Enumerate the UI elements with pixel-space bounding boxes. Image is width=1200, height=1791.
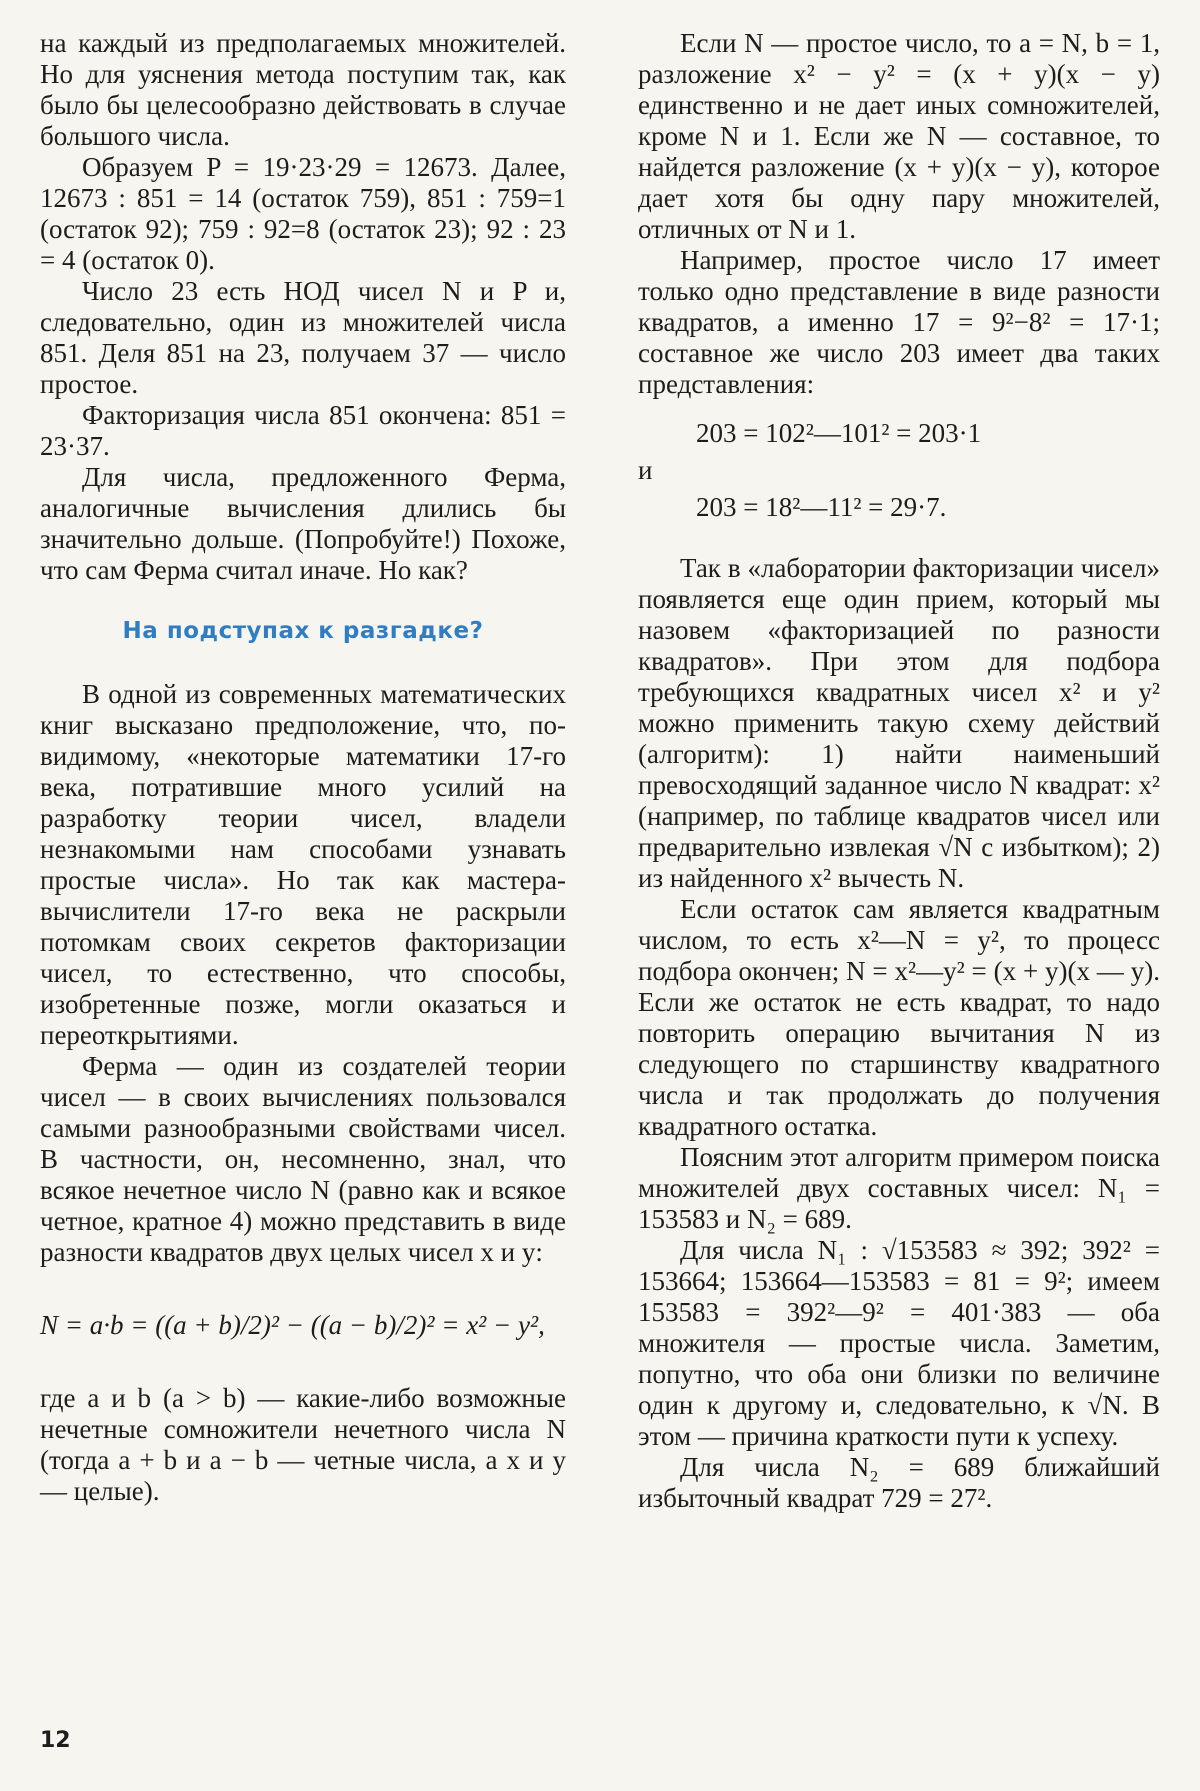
left-paragraph-8: где a и b (a > b) — какие-либо возможные нечетные сомножители нечетного числа N (тогда a + b и a − b — четные числа, а x и y — целые). — [40, 1383, 566, 1506]
right-paragraph-7: Для числа N₂ = 689 ближайший избыточный квадрат 729 = 27². — [638, 1452, 1160, 1513]
right-paragraph-5: Поясним этот алгоритм примером поиска множителей двух составных чисел: N₁ = 153583 и N₂ = 689. — [638, 1142, 1160, 1234]
right-paragraph-4: Если остаток сам является квадратным числом, то есть x²—N = y², то процесс подбора окончен; N = x²—y² = (x + y)(x — y). Если же остаток не есть квадрат, то надо повторить операцию вычитания N из следующего по старшинству квадратного числа и так продолжать до получения квадратного остатка. — [638, 894, 1160, 1141]
equation-203-first: 203 = 102²—101² = 203·1 — [696, 418, 982, 448]
right-paragraph-2: Например, простое число 17 имеет только одно представление в виде разности квадратов, а именно 17 = 9²−8² = 17·1; составное же число 203 имеет два таких представления: — [638, 245, 1160, 399]
right-paragraph-1: Если N — простое число, то a = N, b = 1, разложение x² − y² = (x + y)(x − y) единственно и не дает иных сомножителей, кроме N и 1. Если же N — составное, то найдется разложение (x + y)(x − y), которое дает хотя бы одну пару множителей, отличных от N и 1. — [638, 28, 1160, 244]
page-number: 12 — [40, 1728, 71, 1753]
right-paragraph-3: Так в «лаборатории факторизации чисел» появляется еще один прием, который мы назовем «факторизацией по разности квадратов». При этом для подбора требующихся квадратных чисел x² и y² можно применить такую схему действий (алгоритм): 1) найти наименьший превосходящий заданное число N квадрат: x² (например, по таблице квадратов чисел или предварительно извлекая √N с избытком); 2) из найденного x² вычесть N. — [638, 553, 1160, 893]
conjunction-and: и — [638, 455, 653, 485]
left-column — [40, 28, 566, 1507]
difference-of-squares-formula: N = a·b = ((a + b)/2)² − ((a − b)/2)² = x² − y², — [40, 1310, 545, 1340]
equation-203-second: 203 = 18²—11² = 29·7. — [696, 492, 947, 522]
left-paragraph-1: на каждый из предполагаемых множителей. Но для уяснения метода поступим так, как было бы целесообразно действовать в случае большого числа. — [40, 28, 566, 151]
left-paragraph-6: В одной из современных математических книг высказано предположение, что, по-видимому, «некоторые математики 17-го века, потратившие много усилий на разработку теории чисел, владели незнакомыми нам способами узнавать простые числа». Но так как мастера-вычислители 17-го века не раскрыли потомкам своих секретов факторизации чисел, то естественно, что способы, изобретенные позже, могли оказаться и переоткрытиями. — [40, 679, 566, 1050]
left-paragraph-2: Образуем P = 19·23·29 = 12673. Далее, 12673 : 851 = 14 (остаток 759), 851 : 759=1 (остаток 92); 759 : 92=8 (остаток 23); 92 : 23 = 4 (остаток 0). — [40, 152, 566, 275]
left-paragraph-5: Для числа, предложенного Ферма, аналогичные вычисления длились бы значительно дольше. (Попробуйте!) Похоже, что сам Ферма считал иначе. Но как? — [40, 462, 566, 585]
right-column — [638, 28, 1160, 1514]
right-paragraph-6: Для числа N₁ : √153583 ≈ 392; 392² = 153664; 153664—153583 = 81 = 9²; имеем 153583 = 392²—9² = 401·383 — оба множителя — простые числа. Заметим, попутно, что оба они близки по величине один к другому и, следовательно, к √N. В этом — причина краткости пути к успеху. — [638, 1235, 1160, 1451]
section-heading: На подступах к разгадке? — [122, 618, 484, 644]
left-paragraph-7: Ферма — один из создателей теории чисел — в своих вычислениях пользовался самыми разнообразными свойствами чисел. В частности, он, несомненно, знал, что всякое нечетное число N (равно как и всякое четное, кратное 4) можно представить в виде разности квадратов двух целых чисел x и y: — [40, 1051, 566, 1267]
left-paragraph-3: Число 23 есть НОД чисел N и P и, следовательно, один из множителей числа 851. Деля 851 на 23, получаем 37 — число простое. — [40, 276, 566, 399]
left-paragraph-4: Факторизация числа 851 окончена: 851 = 23·37. — [40, 400, 566, 461]
